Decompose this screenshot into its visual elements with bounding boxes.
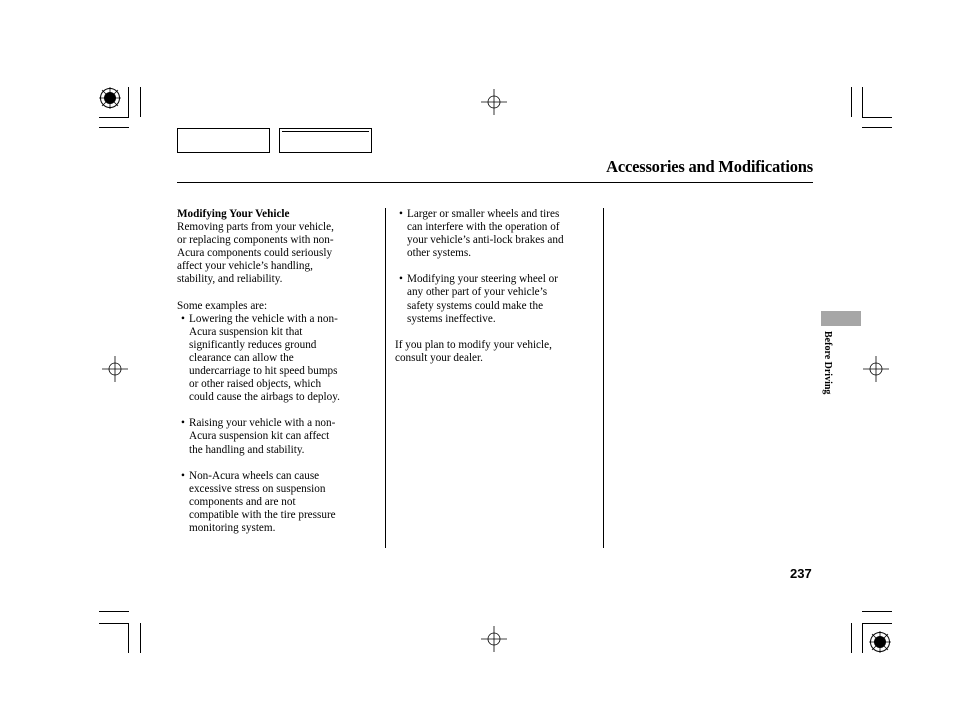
middle-column	[395, 208, 600, 365]
section-heading: Modifying Your Vehicle	[177, 208, 290, 220]
header-box-right	[279, 128, 372, 153]
column-divider	[385, 208, 386, 548]
header-box-left	[177, 128, 270, 153]
text-line: If you plan to modify your vehicle,	[395, 338, 552, 351]
registration-target-icon	[869, 631, 891, 653]
title-rule	[177, 182, 813, 183]
page-title: Accessories and Modifications	[606, 157, 813, 176]
left-column	[177, 208, 377, 535]
examples-label: Some examples are:	[177, 299, 268, 312]
text-line: affect your vehicle’s handling,	[177, 260, 313, 273]
crosshair-icon	[481, 626, 507, 652]
registration-target-icon	[99, 87, 121, 109]
text-line: Acura components could seriously	[177, 247, 333, 260]
list-item: • Lowering the vehicle with a non- Acura suspension kit that significantly reduces ground clearance can allow the undercarriage to hit speed bumps or other raised objects, which could cause the airbags to deploy.	[177, 313, 377, 405]
text-line: or replacing components with non-	[177, 234, 334, 247]
section-tab	[821, 311, 861, 326]
section-tab-label: Before Driving	[822, 331, 833, 395]
list-item: • Modifying your steering wheel or any other part of your vehicle’s safety systems could make the systems ineffective.	[395, 273, 600, 325]
text-line: consult your dealer.	[395, 351, 483, 364]
crosshair-icon	[102, 356, 128, 382]
crosshair-icon	[863, 356, 889, 382]
crosshair-icon	[481, 89, 507, 115]
column-divider	[603, 208, 604, 548]
list-item: • Raising your vehicle with a non- Acura suspension kit can affect the handling and stability.	[177, 417, 377, 456]
page-number: 237	[790, 566, 812, 581]
list-item: • Larger or smaller wheels and tires can interfere with the operation of your vehicle’s anti-lock brakes and other systems.	[395, 208, 600, 260]
list-item: • Non-Acura wheels can cause excessive stress on suspension components and are not compatible with the tire pressure monitoring system.	[177, 470, 377, 535]
text-line: Removing parts from your vehicle,	[177, 221, 334, 234]
text-line: stability, and reliability.	[177, 273, 283, 286]
